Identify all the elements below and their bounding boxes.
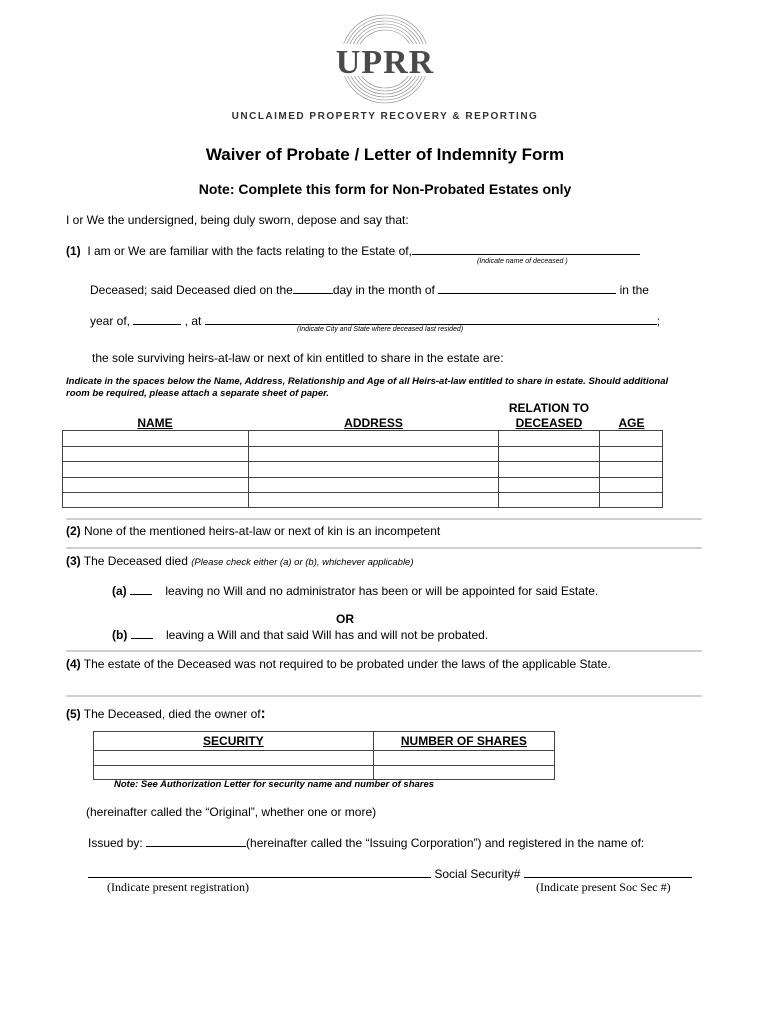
section-5-colon: : (260, 705, 266, 722)
section-5-number: (5) (66, 707, 81, 721)
heirs-table (62, 430, 663, 508)
company-name: UNCLAIMED PROPERTY RECOVERY & REPORTING (231, 111, 539, 122)
death-year-field[interactable] (133, 313, 181, 325)
in-the-text: in the (619, 283, 649, 297)
registration-line (88, 866, 692, 881)
heir-address-cell[interactable] (249, 493, 498, 508)
section-3-hint: (Please check either (a) or (b), whichever applicable) (191, 557, 414, 568)
table-row (63, 493, 663, 508)
issued-by-line (88, 835, 644, 850)
heir-relation-cell[interactable] (498, 431, 600, 447)
death-day-field[interactable] (293, 282, 333, 294)
option-a-check-field[interactable] (130, 583, 152, 595)
section-divider (66, 695, 702, 697)
table-row (94, 751, 555, 766)
social-security-label: Social Security# (434, 867, 521, 881)
option-a-text: leaving no Will and no administrator has been or will be appointed for said Estate. (165, 584, 599, 598)
heir-age-cell[interactable] (600, 431, 663, 447)
security-cell[interactable] (94, 751, 374, 766)
section-4-text: The estate of the Deceased was not required to be probated under the laws of the applicable State. (83, 657, 611, 671)
social-security-field[interactable] (524, 866, 692, 878)
option-b-text: leaving a Will and that said Will has and will not be probated. (166, 628, 489, 642)
section-1-line-2 (90, 282, 649, 297)
heir-address-cell[interactable] (249, 462, 498, 478)
heir-relation-cell[interactable] (498, 447, 600, 462)
section-5-text: The Deceased, died the owner of (83, 707, 261, 721)
heir-address-cell[interactable] (249, 431, 498, 447)
company-logo (330, 14, 440, 104)
heir-relation-cell[interactable] (498, 493, 600, 508)
heir-name-cell[interactable] (63, 431, 249, 447)
heirs-instruction: Indicate in the spaces below the Name, Address, Relationship and Age of all Heirs-at-law entitled to share in estate. Should additional room be required, please attach a separate sheet of paper. (66, 376, 669, 399)
shares-header-cell (373, 732, 554, 751)
deceased-name-field[interactable] (412, 243, 640, 255)
table-row (63, 478, 663, 493)
semicolon-text: ; (656, 314, 661, 328)
year-of-text: year of, (90, 314, 131, 328)
issued-by-rest: (hereinafter called the “Issuing Corporation”) and registered in the name of: (246, 836, 645, 850)
option-a-row (112, 583, 598, 598)
option-b-label: (b) (112, 628, 128, 642)
registration-hint: (Indicate present registration) (107, 880, 249, 894)
death-place-hint: (Indicate City and State where deceased last resided) (297, 326, 464, 333)
form-subtitle: Note: Complete this form for Non-Probated Estates only (198, 181, 572, 197)
section-5 (66, 705, 266, 722)
securities-table (93, 731, 555, 780)
table-row (94, 766, 555, 780)
option-a-label: (a) (112, 584, 127, 598)
section-1-line-1 (66, 243, 640, 258)
heir-relation-cell[interactable] (498, 478, 600, 493)
col-header-name: NAME (137, 416, 173, 430)
security-header-cell (94, 732, 374, 751)
heir-address-cell[interactable] (249, 447, 498, 462)
option-b-check-field[interactable] (131, 627, 153, 639)
section-2-number: (2) (66, 524, 81, 538)
shares-cell[interactable] (373, 751, 554, 766)
table-row (63, 447, 663, 462)
form-title: Waiver of Probate / Letter of Indemnity Form (205, 145, 565, 164)
col-header-address: ADDRESS (344, 416, 403, 430)
col-header-age: AGE (618, 416, 645, 430)
hereinafter-original-text: (hereinafter called the “Original”, whether one or more) (86, 805, 377, 819)
or-separator: OR (336, 612, 354, 626)
heir-name-cell[interactable] (63, 493, 249, 508)
securities-note: Note: See Authorization Letter for security name and number of shares (114, 779, 435, 790)
shares-cell[interactable] (373, 766, 554, 780)
registration-name-field[interactable] (88, 866, 431, 878)
section-4 (66, 657, 611, 671)
section-3-text: The Deceased died (83, 554, 188, 568)
heir-age-cell[interactable] (600, 462, 663, 478)
issuing-corporation-field[interactable] (146, 835, 246, 847)
social-security-hint: (Indicate present Soc Sec #) (536, 880, 671, 894)
table-row (94, 732, 555, 751)
intro-statement: I or We the undersigned, being duly sworn, depose and say that: (66, 213, 409, 227)
section-1-line-4: the sole surviving heirs-at-law or next of kin entitled to share in the estate are: (92, 351, 504, 365)
section-4-number: (4) (66, 657, 81, 671)
table-row (63, 462, 663, 478)
heir-age-cell[interactable] (600, 493, 663, 508)
deceased-name-hint: (Indicate name of deceased ) (477, 258, 568, 265)
section-2-text: None of the mentioned heirs-at-law or next of kin is an incompetent (84, 524, 441, 538)
heir-age-cell[interactable] (600, 478, 663, 493)
col-header-security: SECURITY (203, 734, 264, 748)
section-divider (66, 547, 702, 549)
died-on-text: Deceased; said Deceased died on the (90, 283, 293, 297)
heir-name-cell[interactable] (63, 462, 249, 478)
logo-text: UPRR (335, 44, 435, 81)
death-place-field[interactable] (205, 313, 657, 325)
section-1-number: (1) (66, 244, 81, 258)
table-row (63, 431, 663, 447)
option-b-row (112, 627, 488, 642)
heir-name-cell[interactable] (63, 447, 249, 462)
security-cell[interactable] (94, 766, 374, 780)
heir-address-cell[interactable] (249, 478, 498, 493)
section-2 (66, 524, 440, 538)
heir-name-cell[interactable] (63, 478, 249, 493)
col-header-relation-1: RELATION TO (508, 401, 590, 415)
issued-by-label: Issued by: (88, 836, 143, 850)
col-header-relation-2: DECEASED (515, 416, 583, 430)
section-3 (66, 554, 414, 568)
section-divider (66, 650, 702, 652)
heir-relation-cell[interactable] (498, 462, 600, 478)
death-month-field[interactable] (438, 282, 616, 294)
section-1-text: I am or We are familiar with the facts relating to the Estate of, (87, 244, 412, 258)
section-divider (66, 518, 702, 520)
at-text: , at (184, 314, 202, 328)
month-text: day in the month of (332, 283, 435, 297)
section-3-number: (3) (66, 554, 81, 568)
col-header-shares: NUMBER OF SHARES (400, 734, 527, 748)
heir-age-cell[interactable] (600, 447, 663, 462)
